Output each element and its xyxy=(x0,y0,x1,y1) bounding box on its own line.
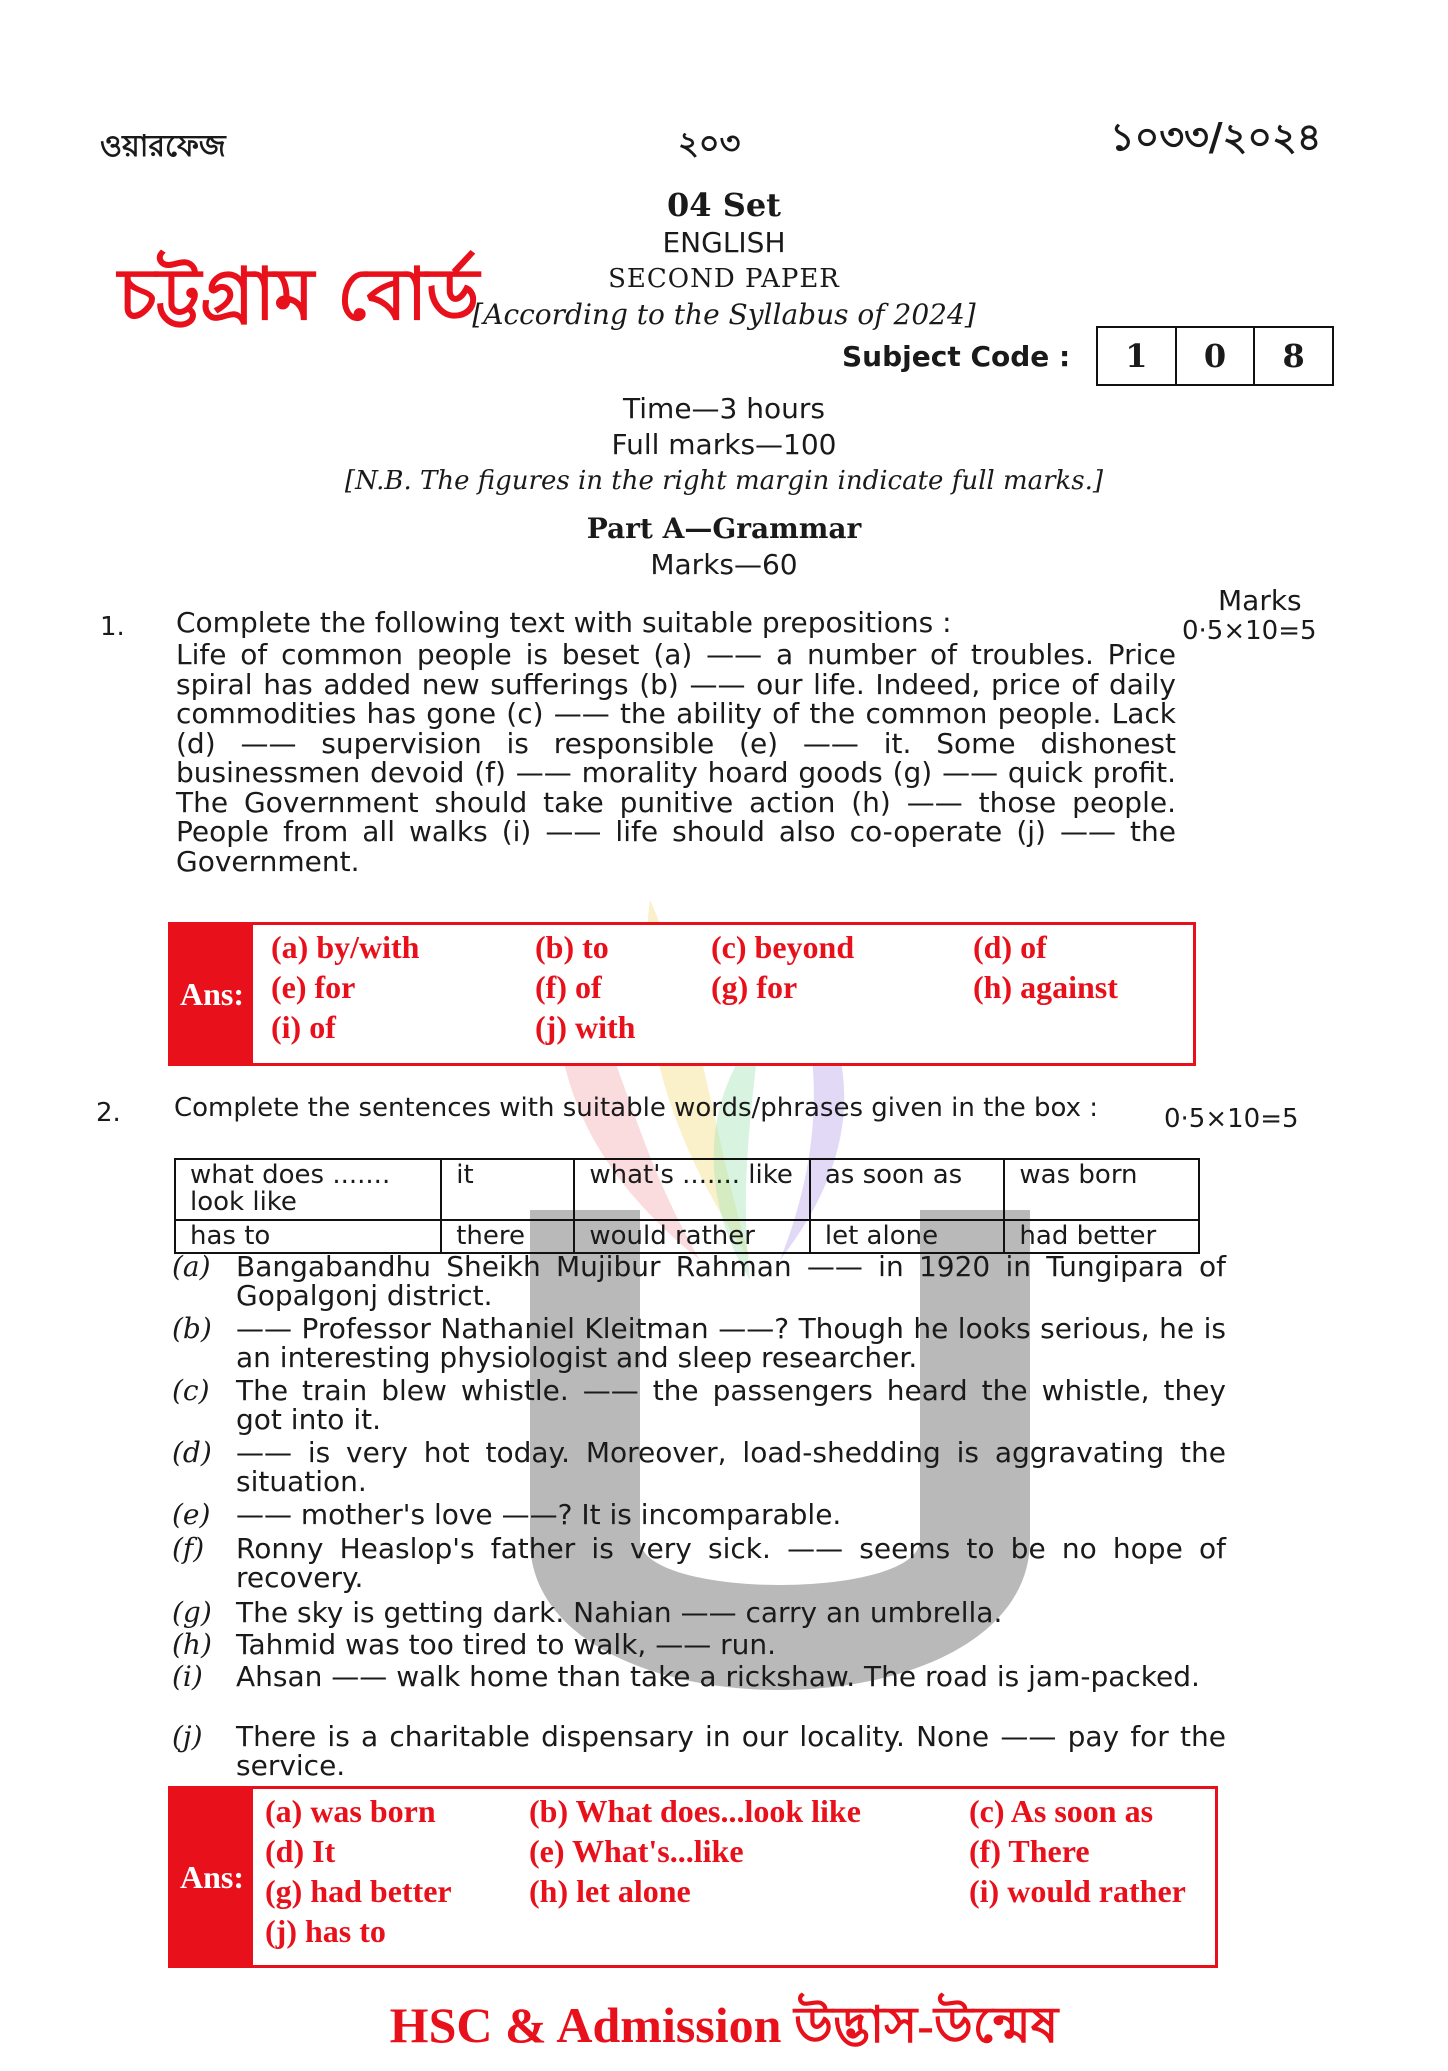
q1-instruction: Complete the following text with suitable prepositions : xyxy=(176,606,952,639)
q1-answer: (b) to xyxy=(535,929,609,965)
sentence-text: Ahsan —— walk home than take a rickshaw. The road is jam-packed. xyxy=(236,1660,1200,1693)
sentence-label: (b) xyxy=(172,1312,212,1345)
q1-marks: 0·5×10=5 xyxy=(1182,616,1317,646)
exam-syllabus: [According to the Syllabus of 2024] xyxy=(472,298,976,331)
q2-answer: (a) was born xyxy=(265,1793,436,1829)
q2-answer-grid xyxy=(253,1789,1215,1965)
q2-answer: (b) What does...look like xyxy=(529,1793,861,1829)
sentence-label: (f) xyxy=(172,1532,205,1565)
subject-code-label: Subject Code : xyxy=(842,340,1071,373)
word-box-cell: would rather xyxy=(574,1220,810,1253)
q1-answer: (g) for xyxy=(711,969,798,1005)
q1-answer-box xyxy=(168,922,1196,1066)
sentence-text: There is a charitable dispensary in our locality. None —— pay for the service. xyxy=(236,1720,1226,1782)
exam-time: Time—3 hours xyxy=(623,392,825,425)
header-left-text: ওয়ারফেজ xyxy=(100,129,226,164)
q1-answer-grid xyxy=(253,925,1193,1063)
q2-sentence xyxy=(172,1250,1226,1312)
part-title: Part A—Grammar xyxy=(586,512,862,545)
word-box-cell: was born xyxy=(1004,1159,1199,1220)
marks-column-label: Marks xyxy=(1218,584,1302,617)
q2-sentence xyxy=(172,1532,1226,1594)
q2-sentence xyxy=(172,1598,1222,1628)
exam-set: 04 Set xyxy=(667,186,781,224)
word-box-cell: there xyxy=(441,1220,574,1253)
part-marks: Marks—60 xyxy=(650,548,798,581)
q2-word-box xyxy=(174,1158,1200,1254)
word-box-row xyxy=(175,1159,1199,1220)
q1-answer: (i) of xyxy=(271,1009,336,1045)
q2-answer: (i) would rather xyxy=(969,1873,1186,1909)
exam-note: [N.B. The figures in the right margin indicate full marks.] xyxy=(344,466,1104,496)
word-box-cell: what does ....... look like xyxy=(175,1159,441,1220)
word-box-cell: had better xyxy=(1004,1220,1199,1253)
q1-answer: (c) beyond xyxy=(711,929,855,965)
q2-sentence xyxy=(172,1312,1226,1374)
q2-sentence xyxy=(172,1720,1226,1782)
sentence-text: —— Professor Nathaniel Kleitman ——? Though he looks serious, he is an interesting physiologist and sleep researcher. xyxy=(236,1312,1226,1374)
sentence-label: (j) xyxy=(172,1720,203,1753)
q1-answer: (a) by/with xyxy=(271,929,420,965)
board-stamp: চট্টগ্রাম বোর্ড xyxy=(118,252,479,336)
q2-instruction: Complete the sentences with suitable words/phrases given in the box : xyxy=(174,1093,1099,1123)
q1-answer: (e) for xyxy=(271,969,356,1005)
q2-marks: 0·5×10=5 xyxy=(1164,1104,1299,1134)
sentence-text: —— is very hot today. Moreover, load-shedding is aggravating the situation. xyxy=(236,1436,1226,1498)
sentence-label: (h) xyxy=(172,1628,212,1661)
q2-answer: (d) It xyxy=(265,1833,336,1869)
footer-brand: HSC & Admission উদ্ভাস-উন্মেষ xyxy=(389,1997,1059,2053)
header-reference-number: ১০৩৩/২০২৪ xyxy=(1110,115,1322,159)
sentence-label: (e) xyxy=(172,1498,211,1531)
sentence-label: (g) xyxy=(172,1596,212,1629)
subject-code-digit: 1 xyxy=(1096,326,1177,386)
q2-sentence xyxy=(172,1500,1222,1530)
q1-answer: (f) of xyxy=(535,969,602,1005)
sentence-label: (c) xyxy=(172,1374,210,1407)
q2-sentence xyxy=(172,1662,1222,1722)
sentence-text: —— mother's love ——? It is incomparable. xyxy=(236,1498,842,1531)
exam-full-marks: Full marks—100 xyxy=(611,428,837,461)
q2-answer: (f) There xyxy=(969,1833,1090,1869)
q2-answer: (c) As soon as xyxy=(969,1793,1154,1829)
word-box-cell: it xyxy=(441,1159,574,1220)
q2-sentence xyxy=(172,1630,1222,1660)
header-page-number: ২০৩ xyxy=(678,124,741,162)
q1-answer: (j) with xyxy=(535,1009,636,1045)
q2-answer: (g) had better xyxy=(265,1873,452,1909)
q2-answer: (e) What's...like xyxy=(529,1833,744,1869)
q2-answer: (j) has to xyxy=(265,1913,386,1949)
q1-answer: (d) of xyxy=(973,929,1047,965)
subject-code-digit: 8 xyxy=(1253,326,1334,386)
sentence-text: Bangabandhu Sheikh Mujibur Rahman —— in 1920 in Tungipara of Gopalgonj district. xyxy=(236,1250,1226,1312)
word-box-cell: as soon as xyxy=(810,1159,1005,1220)
sentence-label: (a) xyxy=(172,1250,211,1283)
q1-passage: Life of common people is beset (a) —— a number of troubles. Price spiral has added new sufferings (b) —— our life. Indeed, price of daily commodities has gone (c) —— the ability of the common people. Lack (d) —— supervision is responsible (e) —— it. Some dishonest businessmen devoid (f) —— morality hoard goods (g) —— quick profit. The Government should take punitive action (h) —— those people. People from all walks (i) —— life should also co-operate (j) —— the Government. xyxy=(176,638,1176,878)
q1-answer-label: Ans: xyxy=(171,925,253,1063)
q2-sentence xyxy=(172,1374,1226,1436)
subject-code-digit: 0 xyxy=(1175,326,1256,386)
q1-number: 1. xyxy=(100,612,125,642)
exam-paper: SECOND PAPER xyxy=(608,264,840,294)
q2-answer-box xyxy=(168,1786,1218,1968)
word-box-cell: what's ....... like xyxy=(574,1159,810,1220)
sentence-text: The sky is getting dark. Nahian —— carry an umbrella. xyxy=(236,1596,1003,1629)
q2-answer-label: Ans: xyxy=(171,1789,253,1965)
sentence-text: Tahmid was too tired to walk, —— run. xyxy=(236,1628,777,1661)
q2-number: 2. xyxy=(96,1098,121,1128)
sentence-text: Ronny Heaslop's father is very sick. —— seems to be no hope of recovery. xyxy=(236,1532,1226,1594)
sentence-text: The train blew whistle. —— the passengers heard the whistle, they got into it. xyxy=(236,1374,1226,1436)
q1-answer: (h) against xyxy=(973,969,1118,1005)
q2-answer: (h) let alone xyxy=(529,1873,691,1909)
exam-subject: ENGLISH xyxy=(662,226,786,259)
word-box-cell: has to xyxy=(175,1220,441,1253)
subject-code-box xyxy=(1098,326,1334,384)
word-box-row xyxy=(175,1220,1199,1253)
sentence-label: (d) xyxy=(172,1436,212,1469)
sentence-label: (i) xyxy=(172,1660,203,1693)
q2-sentence xyxy=(172,1436,1226,1498)
word-box-cell: let alone xyxy=(810,1220,1005,1253)
